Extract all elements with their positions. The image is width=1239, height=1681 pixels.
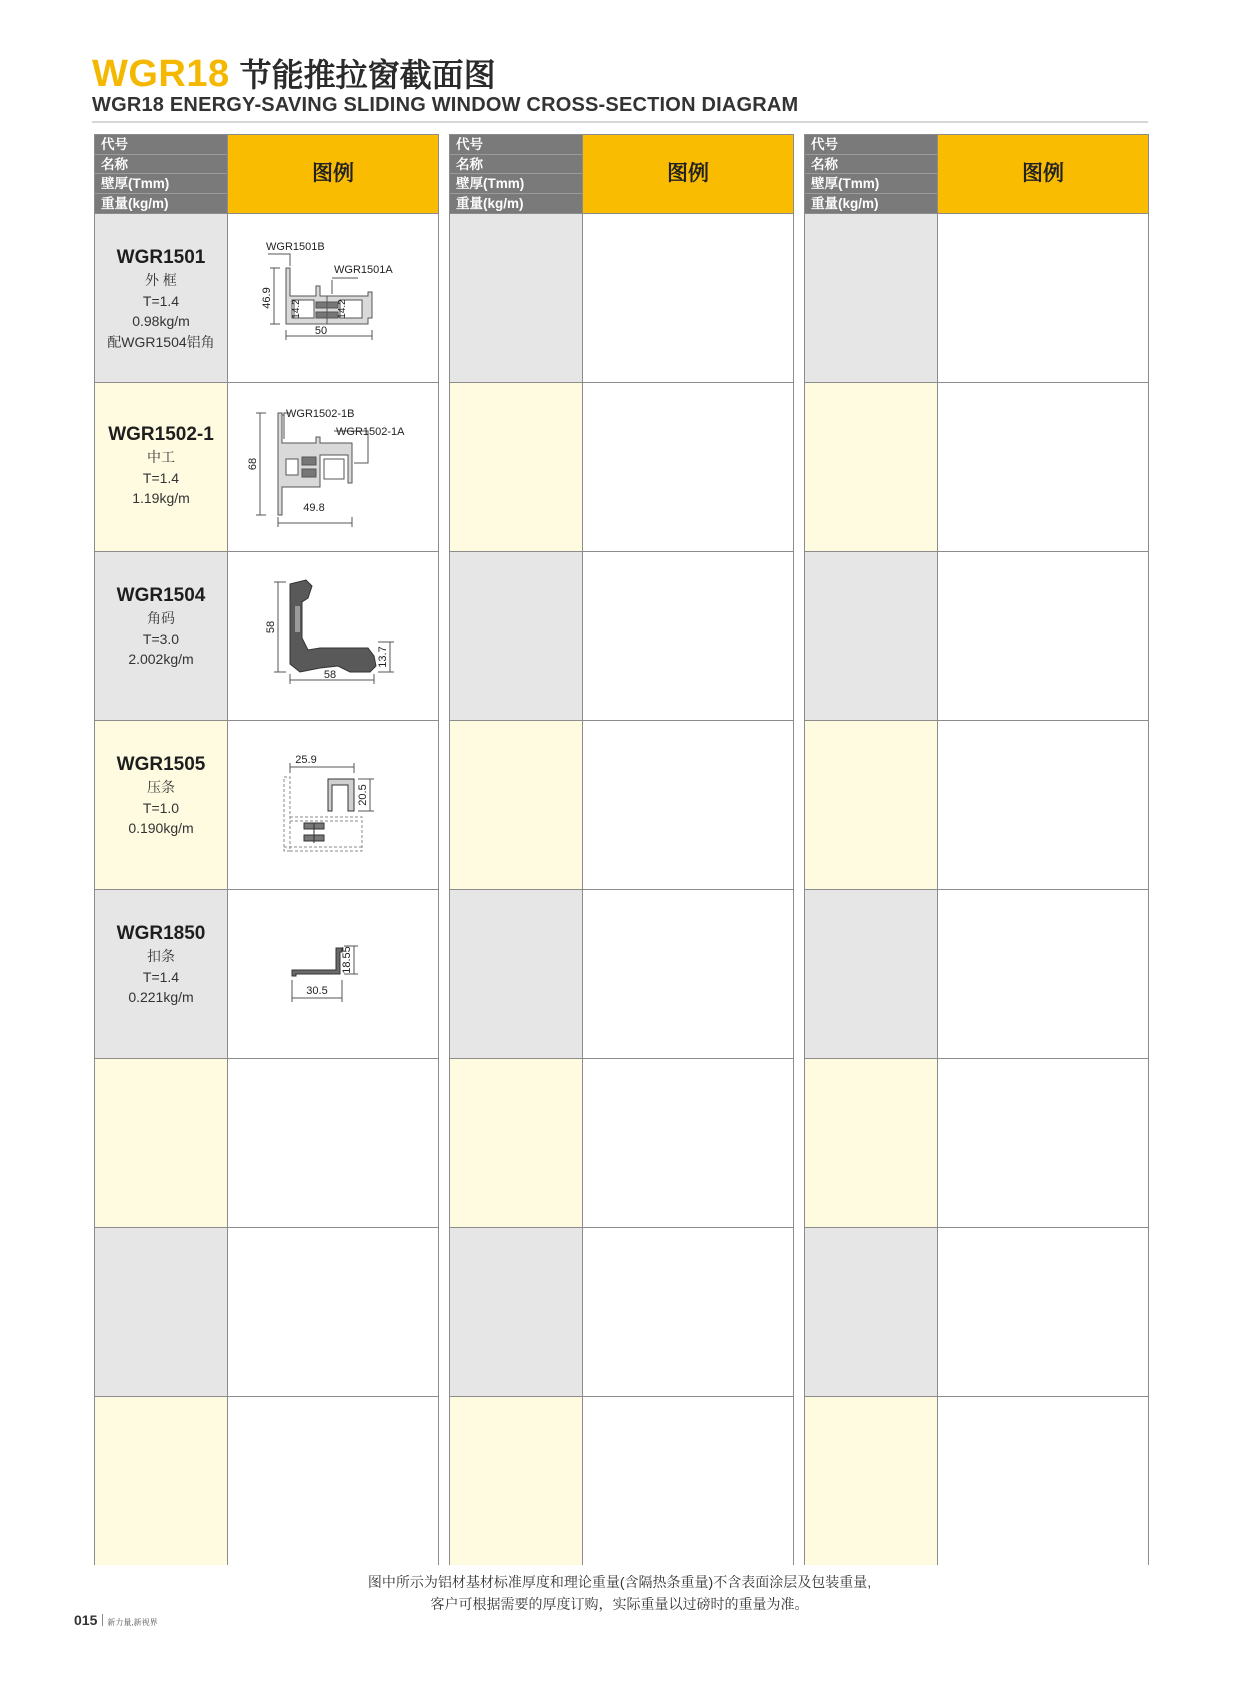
- profile-info: [805, 552, 937, 720]
- profile-info: [450, 214, 582, 382]
- profile-figure: [582, 1228, 793, 1396]
- fig-dim-height: 46.9: [261, 287, 273, 309]
- header-label-code: 代号: [450, 135, 582, 155]
- profile-code: WGR1504: [116, 585, 206, 606]
- profile-name: 中工: [147, 449, 175, 465]
- profile-table-column-2: [449, 134, 794, 1565]
- profile-figure: [937, 1397, 1148, 1565]
- header-label-name: 名称: [805, 155, 937, 175]
- profile-figure: [582, 721, 793, 889]
- header-label-weight: 重量(kg/m): [101, 195, 169, 211]
- profile-info: [805, 1397, 937, 1565]
- header-label-thickness: 壁厚(Tmm): [450, 174, 582, 194]
- profile-figure: [582, 214, 793, 382]
- profile-weight: 0.221kg/m: [128, 989, 194, 1005]
- fig-dim-side: 13.7: [377, 646, 389, 668]
- profile-figure: [937, 1059, 1148, 1227]
- header-labels: [450, 135, 582, 213]
- title-divider: [92, 121, 1148, 123]
- header-label-code: 代号: [805, 135, 937, 155]
- fig-dim-height: 58: [265, 620, 277, 634]
- profile-thickness: T=1.0: [142, 799, 180, 816]
- page-title: [92, 50, 496, 98]
- profile-figure: [227, 1059, 438, 1227]
- fig-dim-width: 50: [314, 325, 328, 337]
- fig-dim-width: 58: [323, 669, 337, 681]
- profile-figure: [937, 214, 1148, 382]
- fig-label-part-b: WGR1502-1B: [286, 408, 355, 420]
- profile-figure: [582, 1059, 793, 1227]
- profile-info: [450, 721, 582, 889]
- header-labels: [805, 135, 937, 213]
- header-legend: 图例: [937, 135, 1148, 213]
- profile-note: 配WGR1504铝角: [107, 333, 215, 350]
- profile-thickness: T=1.4: [142, 469, 180, 486]
- header-legend: 图例: [227, 135, 438, 213]
- profile-info: [95, 383, 227, 551]
- fig-dim-inner-right: 14.2: [337, 299, 348, 319]
- table-row-empty: [450, 720, 793, 889]
- profile-code: WGR1502-1: [108, 424, 214, 445]
- table-row-empty: [450, 213, 793, 382]
- header-label-name: 名称: [95, 155, 227, 175]
- table-row-empty: [95, 1058, 438, 1227]
- fig-dim-height: 20.5: [357, 784, 369, 806]
- table-header: [450, 135, 793, 213]
- page-slogan: 新力量,新视界: [107, 1618, 158, 1627]
- fig-dim-width: 30.5: [306, 985, 328, 997]
- table-row-empty: [805, 382, 1148, 551]
- profile-info: [450, 1228, 582, 1396]
- fig-dim-height: 18.55: [341, 946, 353, 974]
- profile-thickness: T=1.4: [142, 292, 180, 309]
- page-divider: [102, 1614, 103, 1626]
- header-label-code: 代号: [95, 135, 227, 155]
- table-row-wgr1501: [95, 213, 438, 382]
- profile-info: [450, 890, 582, 1058]
- wgr1504-section-drawing: [228, 552, 438, 720]
- table-row-empty: [805, 720, 1148, 889]
- profile-figure: [582, 383, 793, 551]
- header-labels: [95, 135, 227, 213]
- table-row-wgr1504: [95, 551, 438, 720]
- profile-figure: [582, 552, 793, 720]
- fig-label-part-a: WGR1502-1A: [336, 426, 405, 438]
- table-row-empty: [805, 1058, 1148, 1227]
- table-row-empty: [450, 889, 793, 1058]
- profile-info: [805, 890, 937, 1058]
- fig-dim-width: 25.9: [295, 754, 317, 766]
- page-footer: [74, 1612, 158, 1628]
- footnote: [0, 1571, 1239, 1615]
- header-label-name: 名称: [450, 155, 582, 175]
- wgr1505-section-drawing: [228, 721, 438, 889]
- profile-figure: [937, 1228, 1148, 1396]
- profile-info: [95, 1228, 227, 1396]
- table-header: [95, 135, 438, 213]
- fig-label-part-b: WGR1501B: [266, 241, 325, 253]
- profile-info: [95, 214, 227, 382]
- profile-figure: [227, 1397, 438, 1565]
- profile-name: 外 框: [145, 272, 177, 288]
- profile-code: WGR1850: [116, 923, 206, 944]
- fig-dim-height: 68: [247, 457, 259, 471]
- table-row-wgr1850: [95, 889, 438, 1058]
- table-row-empty: [450, 1396, 793, 1565]
- table-row-empty: [450, 382, 793, 551]
- header-label-thickness: 壁厚(Tmm): [95, 174, 227, 194]
- profile-figure: [227, 1228, 438, 1396]
- profile-figure: [937, 552, 1148, 720]
- fig-dim-width: 49.8: [303, 502, 325, 514]
- profile-figure: [582, 1397, 793, 1565]
- table-row-empty: [95, 1227, 438, 1396]
- table-row-wgr1505: [95, 720, 438, 889]
- profile-weight: 0.190kg/m: [128, 820, 194, 836]
- wgr1501-section-drawing: [228, 214, 438, 382]
- profile-table-column-1: [94, 134, 439, 1565]
- footnote-line-2: 客户可根据需要的厚度订购，实际重量以过磅时的重量为准。: [430, 1596, 809, 1612]
- table-row-empty: [805, 889, 1148, 1058]
- profile-info: [805, 721, 937, 889]
- profile-info: [805, 1059, 937, 1227]
- wgr1850-section-drawing: [228, 890, 438, 1058]
- profile-info: [450, 552, 582, 720]
- table-row-empty: [450, 551, 793, 720]
- fig-dim-inner-left: 14.2: [291, 299, 302, 319]
- table-row-empty: [805, 1227, 1148, 1396]
- title-english: WGR18 ENERGY-SAVING SLIDING WINDOW CROSS-SECTION DIAGRAM: [92, 94, 799, 116]
- table-row-wgr1502-1: [95, 382, 438, 551]
- profile-info: [95, 552, 227, 720]
- profile-figure: [227, 214, 438, 382]
- profile-weight: 0.98kg/m: [132, 313, 190, 329]
- profile-weight: 1.19kg/m: [132, 490, 190, 506]
- profile-info: [450, 1059, 582, 1227]
- profile-name: 扣条: [147, 948, 175, 964]
- profile-code: WGR1501: [116, 247, 206, 268]
- profile-figure: [227, 890, 438, 1058]
- title-code: WGR18: [92, 53, 230, 95]
- header-label-weight: 重量(kg/m): [456, 195, 524, 211]
- profile-code: WGR1505: [116, 754, 206, 775]
- table-row-empty: [95, 1396, 438, 1565]
- profile-info: [450, 383, 582, 551]
- profile-figure: [227, 383, 438, 551]
- table-row-empty: [450, 1227, 793, 1396]
- profile-thickness: T=1.4: [142, 968, 180, 985]
- table-header: [805, 135, 1148, 213]
- header-label-weight: 重量(kg/m): [811, 195, 879, 211]
- profile-info: [450, 1397, 582, 1565]
- footnote-line-1: 图中所示为铝材基材标准厚度和理论重量(含隔热条重量)不含表面涂层及包装重量,: [367, 1574, 872, 1590]
- table-row-empty: [805, 551, 1148, 720]
- profile-figure: [227, 721, 438, 889]
- page-number: 015: [74, 1612, 98, 1628]
- header-legend: 图例: [582, 135, 793, 213]
- profile-name: 压条: [147, 779, 175, 795]
- profile-info: [95, 1397, 227, 1565]
- profile-figure: [582, 890, 793, 1058]
- table-row-empty: [805, 213, 1148, 382]
- table-row-empty: [450, 1058, 793, 1227]
- profile-info: [95, 890, 227, 1058]
- profile-figure: [937, 890, 1148, 1058]
- profile-weight: 2.002kg/m: [128, 651, 194, 667]
- profile-info: [95, 721, 227, 889]
- profile-figure: [227, 552, 438, 720]
- profile-info: [95, 1059, 227, 1227]
- profile-thickness: T=3.0: [142, 630, 180, 647]
- header-label-thickness: 壁厚(Tmm): [805, 174, 937, 194]
- fig-label-part-a: WGR1501A: [334, 264, 393, 276]
- table-row-empty: [805, 1396, 1148, 1565]
- profile-info: [805, 1228, 937, 1396]
- profile-info: [805, 383, 937, 551]
- profile-table-column-3: [804, 134, 1149, 1565]
- profile-info: [805, 214, 937, 382]
- profile-figure: [937, 383, 1148, 551]
- wgr1502-1-section-drawing: [228, 383, 438, 551]
- profile-figure: [937, 721, 1148, 889]
- profile-name: 角码: [147, 610, 175, 626]
- title-chinese: 节能推拉窗截面图: [239, 57, 496, 93]
